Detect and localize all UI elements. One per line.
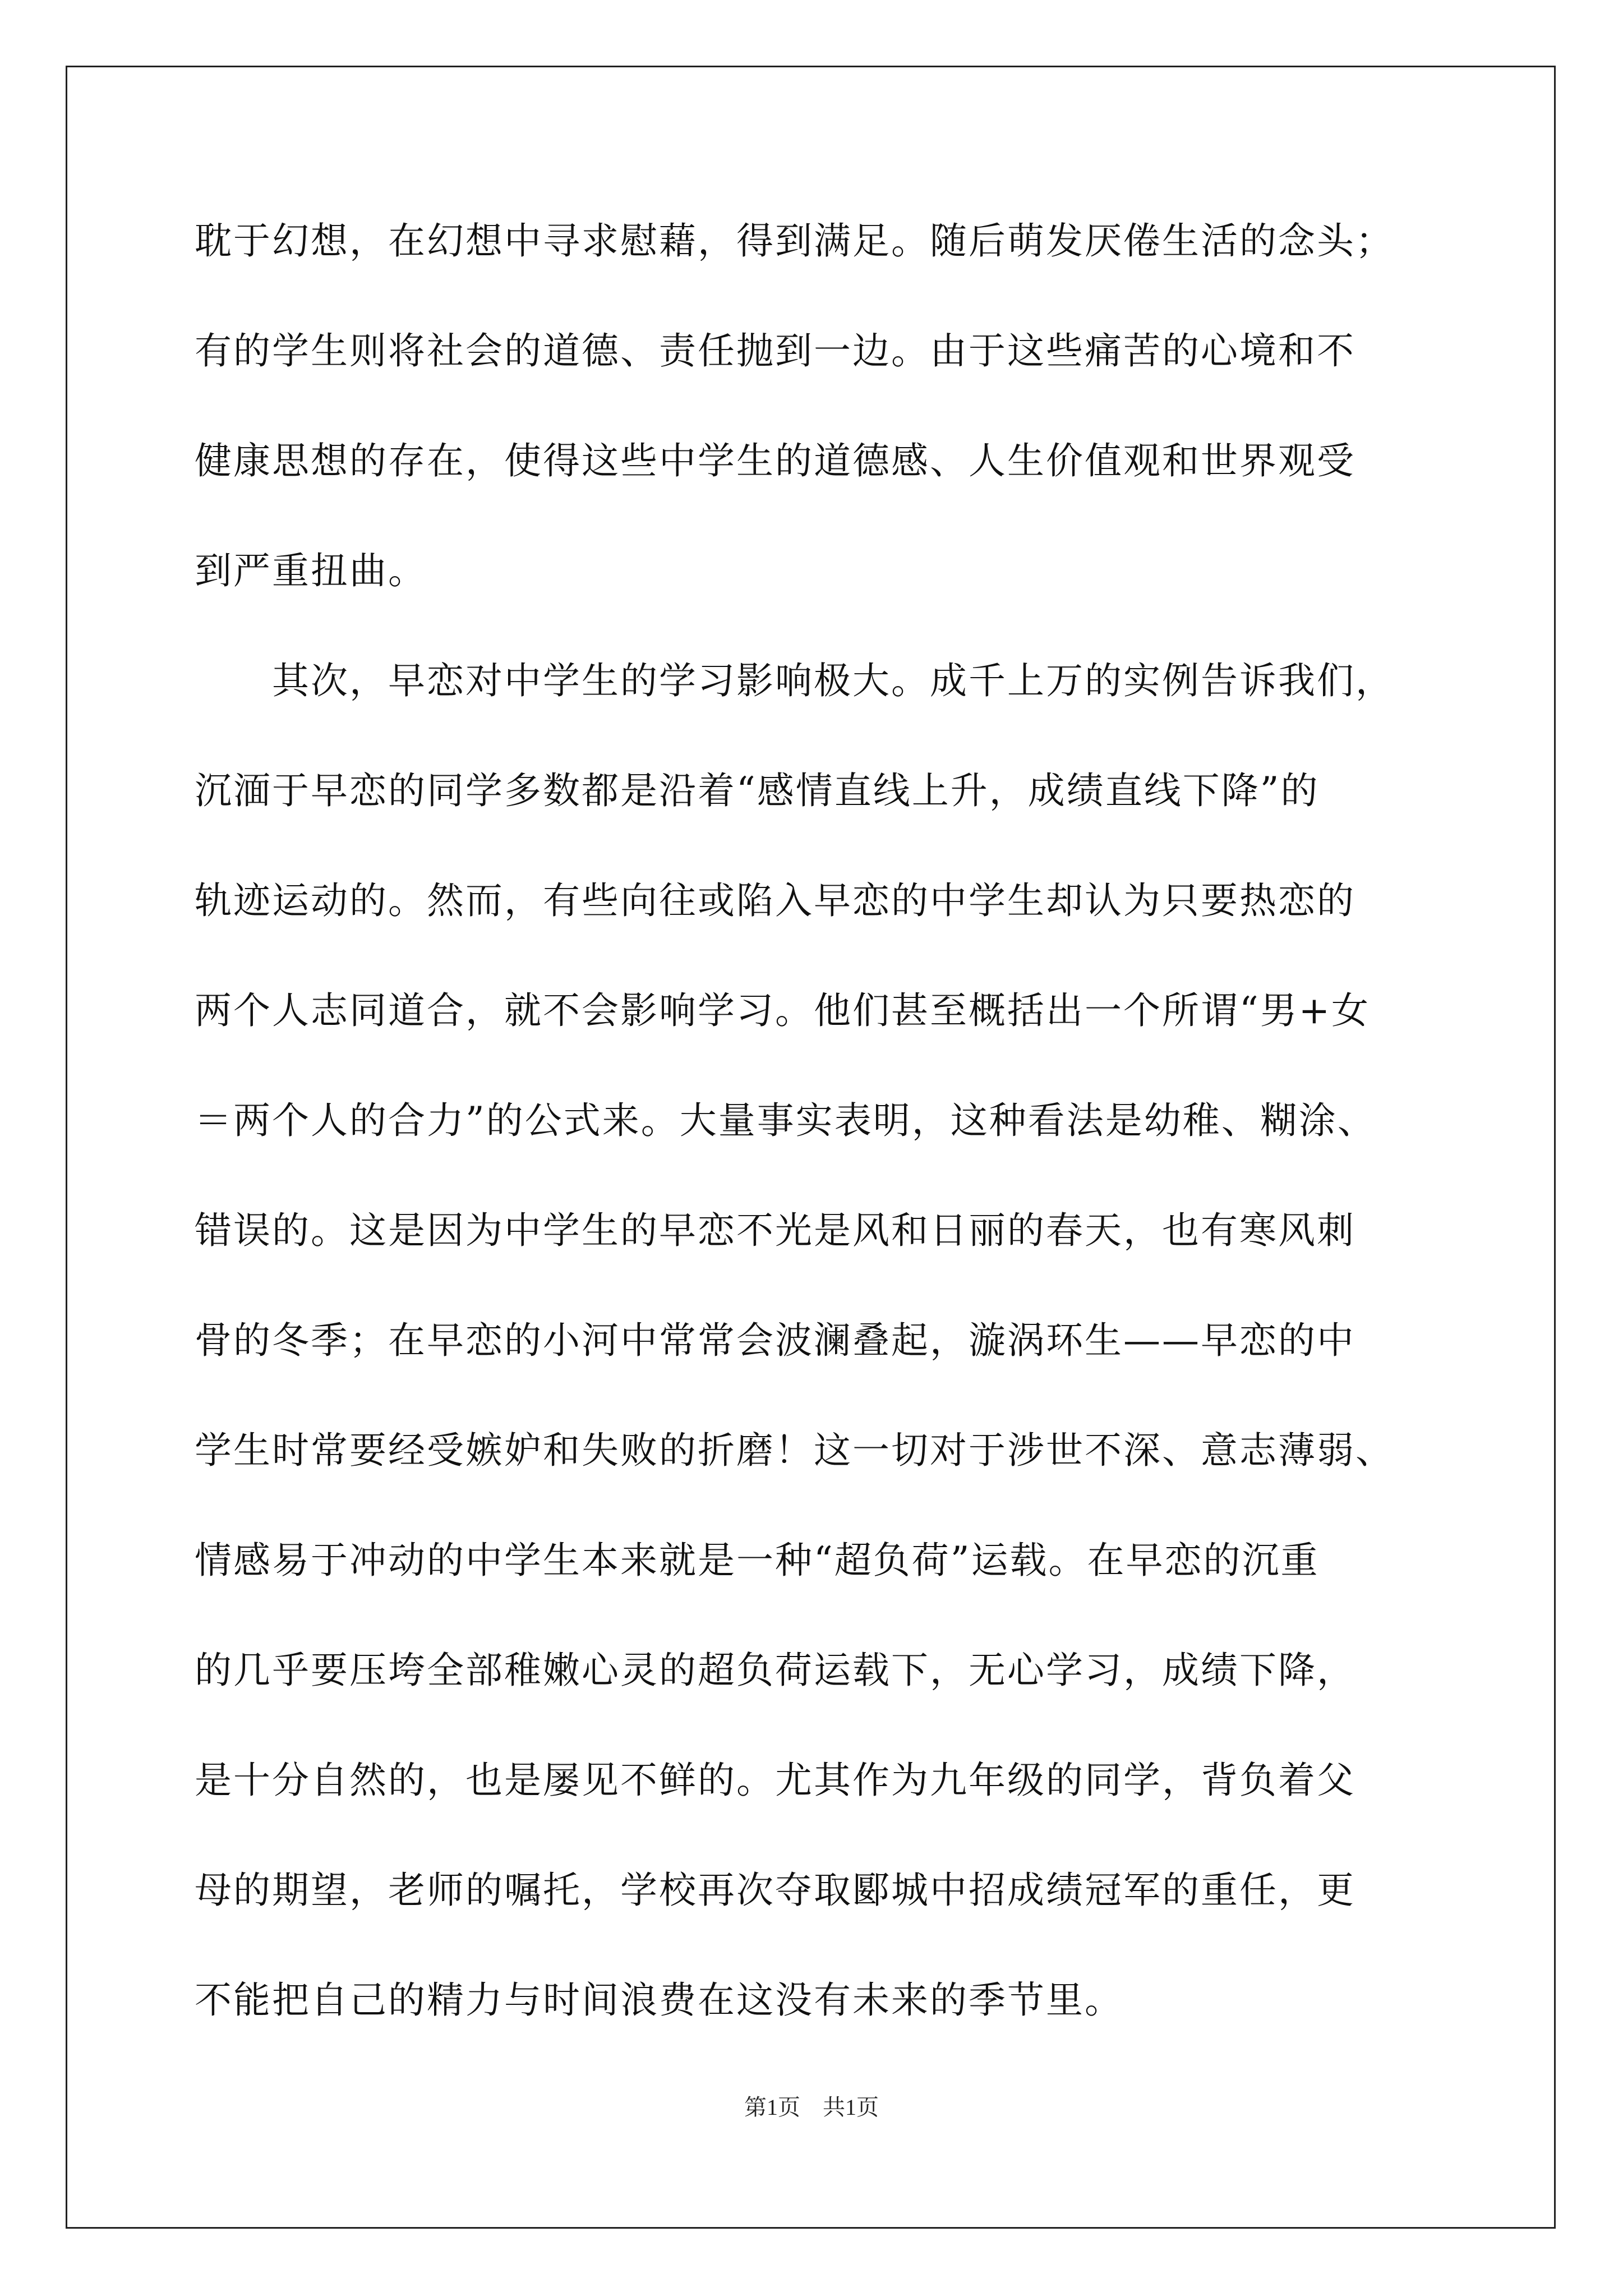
text-line: 健康思想的存在，使得这些中学生的道德感、人生价值观和世界观受 bbox=[195, 439, 1355, 482]
text-line: 情感易于冲动的中学生本来就是一种“超负荷”运载。在早恋的沉重 bbox=[195, 1539, 1320, 1582]
text-line: 两个人志同道合，就不会影响学习。他们甚至概括出一个所谓“男+女 bbox=[195, 989, 1371, 1032]
text-line: 沉湎于早恋的同学多数都是沿着“感情直线上升，成绩直线下降”的 bbox=[195, 769, 1320, 812]
text-line: 错误的。这是因为中学生的早恋不光是风和日丽的春天，也有寒风刺 bbox=[195, 1209, 1355, 1252]
document-body bbox=[195, 208, 1428, 2077]
text-line: 母的期望，老师的嘱托，学校再次夺取郾城中招成绩冠军的重任，更 bbox=[195, 1869, 1355, 1912]
text-line: 骨的冬季；在早恋的小河中常常会波澜叠起，漩涡环生——早恋的中 bbox=[195, 1319, 1355, 1362]
text-line: 耽于幻想，在幻想中寻求慰藉，得到满足。随后萌发厌倦生活的念头； bbox=[195, 219, 1394, 263]
text-line: 的几乎要压垮全部稚嫩心灵的超负荷运载下，无心学习，成绩下降， bbox=[195, 1649, 1355, 1692]
text-line: 是十分自然的，也是屡见不鲜的。尤其作为九年级的同学，背负着父 bbox=[195, 1759, 1355, 1802]
text-line: 学生时常要经受嫉妒和失败的折磨！这一切对于涉世不深、意志薄弱、 bbox=[195, 1429, 1394, 1472]
paragraph-start-line: 其次，早恋对中学生的学习影响极大。成千上万的实例告诉我们， bbox=[195, 659, 1394, 702]
text-line: 轨迹运动的。然而，有些向往或陷入早恋的中学生却认为只要热恋的 bbox=[195, 879, 1355, 922]
text-line: ＝两个人的合力”的公式来。大量事实表明，这种看法是幼稚、糊涂、 bbox=[195, 1099, 1376, 1142]
text-line: 不能把自己的精力与时间浪费在这没有未来的季节里。 bbox=[195, 1978, 1123, 2022]
page-number-footer: 第1页 共1页 bbox=[744, 2095, 879, 2120]
text-line: 有的学生则将社会的道德、责任抛到一边。由于这些痛苦的心境和不 bbox=[195, 329, 1355, 372]
text-line: 到严重扭曲。 bbox=[195, 549, 427, 592]
